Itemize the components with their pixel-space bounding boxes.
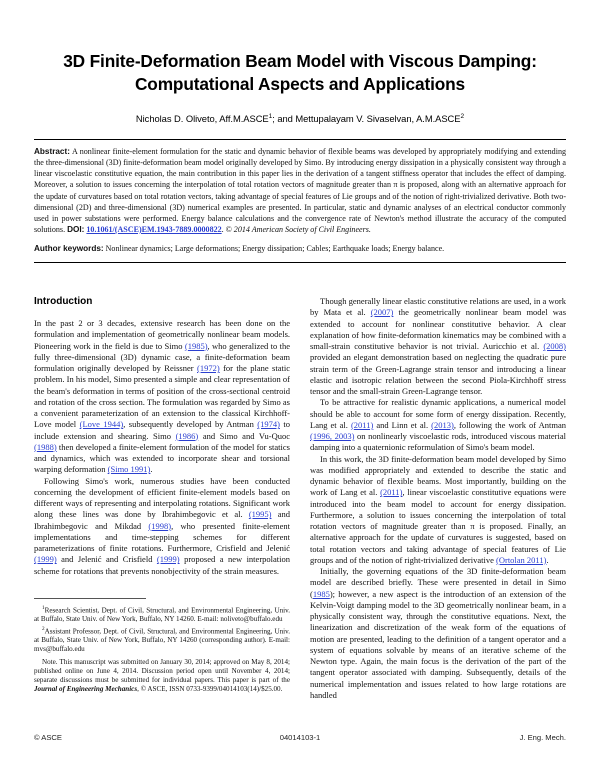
right-paragraph-2 [310,397,566,453]
lp1-g: then developed a finite-element formulation of the model for statics and dynamics, which was extended to incorporate shear and torsional warping deformation [34,441,290,475]
title-line-1: 3D Finite-Deformation Beam Model with Viscous Damping: [63,51,537,71]
footer-left-publisher: © ASCE [34,733,62,742]
note-text-b: , © ASCE, ISSN 0733-9399/04014103(14)/$25.00. [137,685,283,694]
footnote-1-marker: 1 [42,605,45,611]
footnote-1 [34,604,290,625]
keywords-text: Nonlinear dynamics; Large deformations; Energy dissipation; Cables; Earthquake loads; Energy balance. [103,243,445,253]
rp3-c: . [546,554,549,565]
footnote-2 [34,625,290,655]
author-2-name: Mettupalayam V. Sivaselvan, A.M.ASCE [295,113,461,125]
right-paragraph-4 [310,566,566,701]
keywords-paragraph [34,243,566,254]
citation-mata-2007[interactable]: (2007) [370,307,394,318]
lp2-c: , who presented finite-element implementations and time-stepping schemes for different parameterizations of finite rotations. Furthermore, Crisfield and Jelenić [34,520,290,553]
copyright-line: © 2014 American Society of Civil Engineers. [225,224,371,234]
citation-lang-2011[interactable]: (2011) [350,419,374,430]
rp2-b: and Linn et al. [373,419,432,430]
lp2-d: and Jelenić and Crisfield [56,554,157,565]
citation-ibrahimbegovic-1998[interactable]: (1998) [148,520,172,531]
citation-simo-1991[interactable]: (Simo 1991) [107,464,151,475]
citation-crisfield-1999[interactable]: (1999) [34,554,57,565]
citation-linn-2013[interactable]: (2013) [431,419,454,430]
left-paragraph-1 [34,318,290,476]
rp1-a: Though generally linear elastic constitutive relations are used, in a work by Mata et al. [310,296,566,318]
abstract-label: Abstract: [34,147,70,157]
footer-right-journal: J. Eng. Mech. [519,733,566,742]
rp1-c: provided an elegant demonstration based on neglecting the quadratic pure strain term of the Green-Lagrange strain tensor and introducing a linear elastic and isotropic relation between the second Piola-Kirchhoff stress tensor and the small-strain Green-Lagrange tensor. [310,352,566,396]
citation-simo-1986[interactable]: (1986) [175,430,199,441]
citation-simo-1985[interactable]: (1985) [184,340,208,351]
lp2-a: Following Simo's work, numerous studies have been conducted concerning the development of efficient finite-element models based on different ways of representing and interpolating rotations. Significant work along these lines was done by Ibrahimbegovic et al. [34,475,290,520]
citation-jelenic-1999[interactable]: (1999) [156,554,180,565]
citation-love-1944[interactable]: (Love 1944) [79,419,124,430]
doi-period: . [221,224,226,234]
citation-auricchio-2008[interactable]: (2008) [543,341,566,351]
abstract-text: A nonlinear finite-element formulation for the static and dynamic behavior of flexible beams was developed by appropriately modifying and extending the three-dimensional (3D) finite-deformation beam model originally developed by Simo. By introducing energy dissipation in a physically consistent way through a linear viscoelastic constitutive equation, the main contribution in this paper lies in the derivation of a tangent stiffness operator that includes the effect of damping. Moreover, a solution to issues concerning the interpolation of total rotation vectors of magnitude greater than π is proposed, along with an alternative approach for the update of curvatures based on total rotation vectors, taking advantage of special features of Lie groups and of the notion of right-trivialized derivative. Both two-dimensional (2D) and three-dimensional (3D) numerical examples are presented. In particular, static and dynamic analyses of an electrical conductor commonly used in power substations were performed. Energy balance calculations and the convergence rate of Newton's method illustrate the accuracy of the computed solutions. [34,147,566,234]
lp1-c: for the plane static problem. In his model, Simo presented a simple and clear representation of the beam's deformation in terms of position of the cross-sectional centroid and rotation of the cross section. The formulation was regarded by Simo as a convenient parameterization of an extension to the classical Kirchhoff-Love model [34,363,290,430]
right-paragraph-1 [310,296,566,397]
doi-link[interactable]: 10.1061/(ASCE)EM.1943-7889.0000822 [86,224,222,234]
rp2-a: To be attractive for realistic dynamic applications, a numerical model should be able to account for some form of energy dissipation. Recently, Lang et al. [310,397,566,430]
footnote-separator-rule [34,598,146,599]
note-text-a: Note. This manuscript was submitted on January 30, 2014; approved on May 8, 2014; published online on June 4, 2014. Discussion period open until November 4, 2014; separate discussions must be submitted for individual papers. This paper is part of the [34,658,290,685]
citation-antman-1996-2003[interactable]: (1996, 2003) [310,431,355,441]
section-heading-introduction: Introduction [34,296,93,307]
author-list [34,113,566,124]
author-separator: ; and [272,113,296,125]
author-2-footnote-marker: 2 [460,113,465,120]
lp1-a: In the past 2 or 3 decades, extensive research has been done on the formulation and implementation of geometrically nonlinear beam models. Pioneering work in the field is due to Simo [34,318,290,351]
publication-note [34,658,290,694]
author-1-name: Nicholas D. Oliveto, Aff.M.ASCE [135,113,269,125]
citation-antman-1974[interactable]: (1974) [257,419,280,430]
citation-ortolan-2011[interactable]: (Ortolan 2011) [496,554,547,565]
title-line-2: Computational Aspects and Applications [134,74,466,94]
author-1-footnote-marker: 1 [268,113,273,120]
footnote-block [34,598,290,695]
rp2-c: , following the work of Antman [453,419,567,430]
page-footer [34,733,566,742]
rp4-a: Initially, the governing equations of the 3D finite-deformation beam model are described briefly. These were presented in detail in Simo ( [310,566,566,599]
citation-simo-1985-second[interactable]: 1985 [312,588,330,599]
abstract-rule-top [34,139,566,140]
footnote-2-marker: 2 [42,625,45,632]
left-paragraph-2 [34,476,290,577]
lp1-b: , who generalized to the fully three-dimensional (3D) dynamic case, a finite-deformation beam formulation originally developed by Reissner [34,340,291,373]
lp1-e: to include extension and shearing. Simo [34,419,290,441]
abstract-paragraph [34,146,566,235]
citation-simo-vuquoc-1988[interactable]: (1988) [34,441,57,452]
right-column [310,296,566,701]
footnote-1-text: Research Scientist, Dept. of Civil, Structural, and Environmental Engineering, Univ. at Buffalo, State Univ. of New York, Buffalo, NY 14260. E-mail: noliveto@buffalo.edu [34,606,290,624]
lp1-d: , subsequently developed by Antman [123,419,258,430]
lp2-b: and Ibrahimbegovic and Mikdad [34,509,290,531]
citation-reissner-1972[interactable]: (1972) [197,363,220,373]
note-journal-name: Journal of Engineering Mechanics [34,685,138,694]
right-paragraph-3 [310,454,566,567]
citation-ibrahimbegovic-1995[interactable]: (1995) [248,509,272,520]
footer-article-number: 04014103-1 [279,733,321,742]
doi-label: DOI: [67,224,85,234]
lp1-h: . [150,464,153,475]
left-column [34,296,290,577]
keywords-label: Author keywords: [34,243,104,253]
rp3-a: In this work, the 3D finite-deformation beam model developed by Simo was modified appropriately and extended to describe the static and dynamic behavior of flexible beams. Most importantly, building on the work of Lang et al. [310,453,566,498]
rp2-d: on nonlinearly viscoelastic rods, introduced viscous material damping into a quaternionic reformulation of Simo's beam model. [310,431,566,453]
rp1-b: the geometrically nonlinear beam model was extended to account for nonlinear constitutive behavior. A clear explanation of how finite-deformation kinematics may be combined with a small-strain constitutive behavior is not trivial. Auricchio et al. [310,307,567,351]
rp4-b: ); however, a new aspect is the introduction of an extension of the Kelvin-Voigt damping model to the 3D geometrically nonlinear beam, in a physically consistent way, through the constitutive equations. Next, the linearization and discretization of the weak form of the equations of motion are presented, leading to the definition of a tangent operator and a system of equations solvable by means of an iterative scheme of the Newton type. Again, the main focus is the derivation of the part of the tangent operator associated with damping. Subsequently, details of the numerical implementation and issues related to how large rotations are handled [310,588,566,700]
lp2-e: proposed a new interpolation scheme for rotations that prevents nonobjectivity of the strain measures. [34,554,291,576]
lp1-f: and Simo and Vu-Quoc [198,430,290,441]
citation-lang-2011-second[interactable]: (2011) [380,487,403,498]
footnote-2-text: Assistant Professor, Dept. of Civil, Structural, and Environmental Engineering, Univ. at Buffalo, State Univ. of New York, Buffalo, NY 14260 (corresponding author). E-mail: mvs@buffalo.edu [34,626,290,654]
page-title [34,0,566,96]
abstract-rule-bottom [34,262,566,263]
rp3-b: , linear viscoelastic constitutive equations were introduced into the beam model to account for energy dissipation. Furthermore, a solution to issues concerning the interpolation of total rotation vectors of magnitude greater than π is proposed. Finally, an alternative approach for the update of curvatures is suggested, based on total rotation vectors and taking advantage of special features of Lie groups and of the notion of right-trivialized derivative [310,487,566,565]
